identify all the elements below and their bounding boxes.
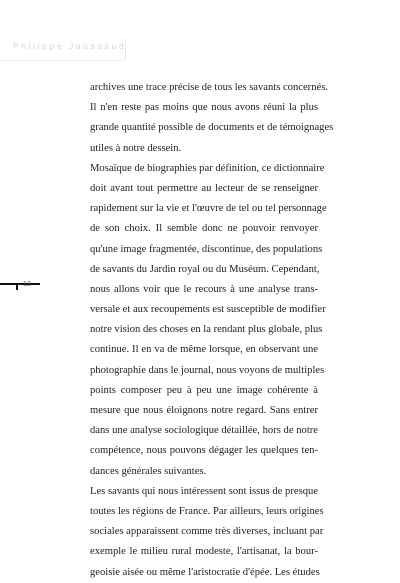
text-line: rapidement sur la vie et l'œuvre de tel ou tel personnage: [90, 203, 327, 215]
text-line: exemple le milieu rural modeste, l'artisanat, la bour-: [90, 546, 318, 558]
page-number: 12: [23, 281, 31, 288]
text-line: utiles à notre dessein.: [90, 142, 182, 154]
header-divider-horizontal: [0, 60, 125, 61]
text-line: continue. Il en va de même lorsque, en observant une: [90, 344, 318, 356]
text-line: sociales apparaissent comme très diverses, incluant par: [90, 526, 324, 538]
text-line: versale et aux recoupements est susceptible de modifier: [90, 304, 326, 316]
text-line: mesure que nous éloignons notre regard. Sans entrer: [90, 405, 318, 416]
folio-rule: [0, 283, 40, 285]
text-line: points composer peu à peu une image cohérente à: [90, 384, 318, 396]
text-line: notre vision des choses en la rendant plus globale, plus: [90, 324, 323, 336]
text-line: dans une analyse sociologique détaillée, hors de notre: [90, 425, 318, 437]
body-text: [90, 78, 334, 583]
text-line: compétence, nous pouvons dégager les quelques ten-: [90, 445, 318, 457]
text-line: archives une trace précise de tous les savants concernés.: [90, 82, 328, 93]
text-line: Il n'en reste pas moins que nous avons réuni la plus: [90, 102, 318, 114]
text-line: Mosaïque de biographies par définition, ce dictionnaire: [90, 162, 325, 174]
text-line: qu'une image fragmentée, discontinue, des populations: [90, 243, 323, 255]
text-line: geoisie aisée ou même l'aristocratie d'épée. Les études: [90, 566, 320, 578]
running-head-author: Philippe Jaussaud: [13, 41, 127, 51]
text-line: grande quantité possible de documents et de témoignages: [90, 122, 334, 134]
text-line: doit avant tout permettre au lecteur de se renseigner: [90, 182, 318, 194]
text-line: de savants du Jardin royal ou du Muséum. Cependant,: [90, 263, 320, 275]
text-line: toutes les régions de France. Par ailleurs, leurs origines: [90, 505, 324, 517]
header-divider-vertical: [125, 38, 126, 60]
text-line: de son choix. Il semble donc ne pouvoir renvoyer: [90, 223, 318, 235]
text-line: photographie dans le journal, nous voyons de multiples: [90, 364, 325, 376]
text-line: nous allons voir que le recours à une analyse trans-: [90, 283, 318, 295]
folio-bar: [16, 283, 18, 290]
text-line: Les savants qui nous intéressent sont issus de presque: [90, 485, 318, 497]
text-line: dances générales suivantes.: [90, 465, 207, 477]
